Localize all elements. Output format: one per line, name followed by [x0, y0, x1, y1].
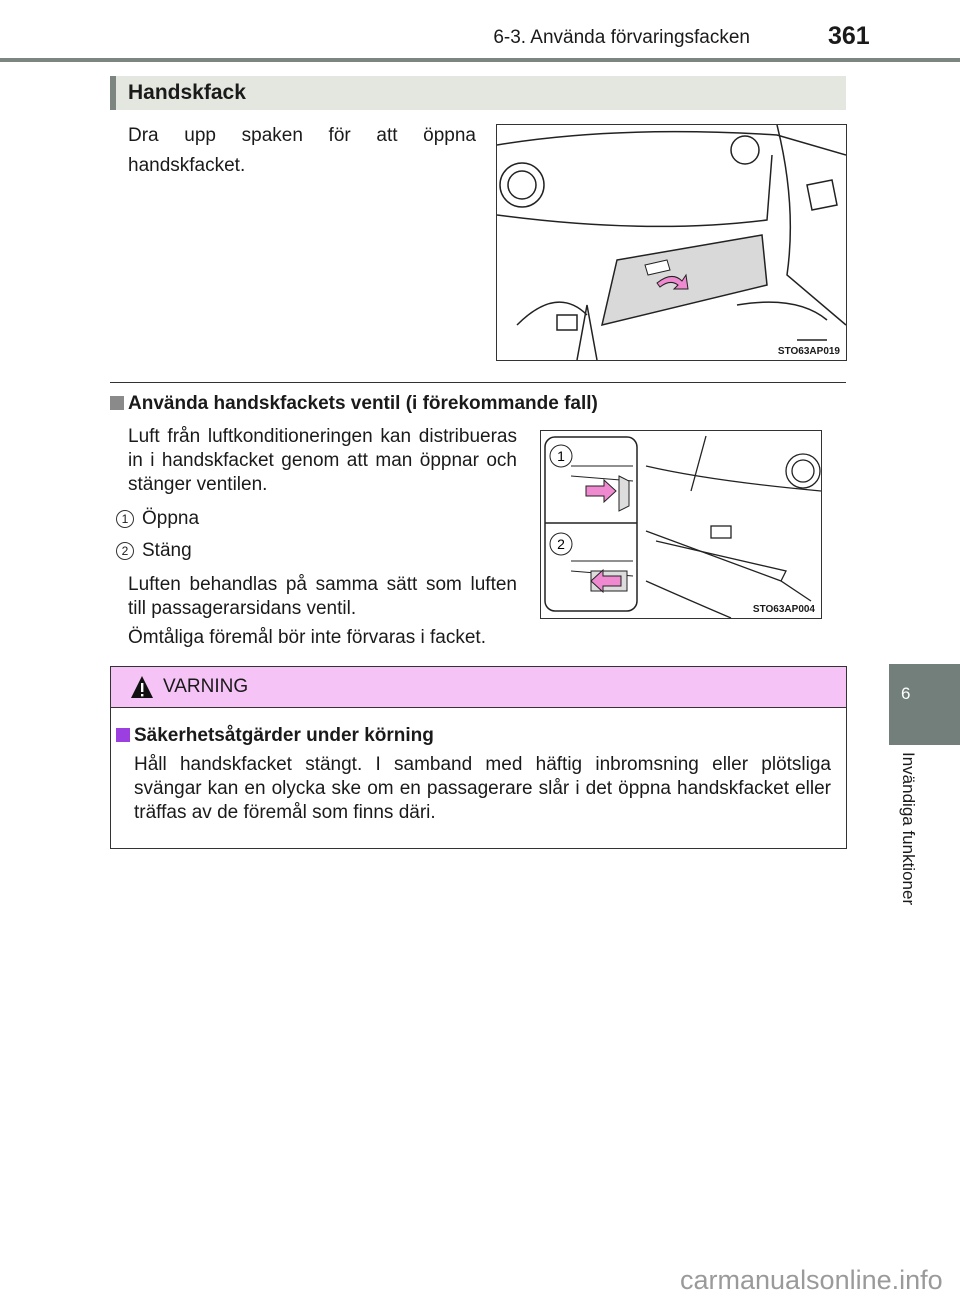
watermark: carmanualsonline.info — [680, 1265, 943, 1295]
vent-paragraph: Luft från luftkonditioneringen kan distribueras in i handskfacket genom att man öppnar och stänger ventilen. — [128, 426, 517, 495]
section-title: Handskfack — [128, 81, 246, 104]
list-item-label: Stäng — [142, 540, 192, 561]
square-bullet-icon — [110, 396, 124, 410]
subsection-title: Använda handskfackets ventil (i förekommande fall) — [128, 393, 598, 414]
glovebox-illustration — [497, 125, 846, 360]
warning-title: VARNING — [163, 676, 249, 697]
vent-paragraph-2: Luften behandlas på samma sätt som luften till passagerarsidans ventil. — [128, 574, 517, 619]
square-bullet-icon — [116, 728, 130, 742]
chapter-tab[interactable] — [889, 664, 960, 745]
intro-text: Dra upp spaken för att öppna handskfacket. — [128, 125, 476, 176]
divider — [110, 382, 846, 383]
warning-heading — [116, 725, 434, 747]
list-item-label: Öppna — [142, 508, 200, 529]
section-heading — [110, 76, 846, 110]
chapter-label: Invändiga funktioner — [899, 752, 918, 906]
header-rule — [0, 58, 960, 62]
vent-illustration — [541, 431, 821, 618]
warning-triangle-icon — [130, 675, 154, 699]
subsection-heading — [110, 393, 598, 415]
page-number: 361 — [828, 22, 870, 50]
figure-code: STO63AP004 — [752, 604, 815, 615]
warning-box — [110, 666, 847, 849]
number-badge: 1 — [116, 510, 134, 528]
vent-paragraph-3: Ömtåliga föremål bör inte förvaras i facket. — [128, 627, 486, 648]
vent-figure — [540, 430, 822, 619]
number-badge: 2 — [116, 542, 134, 560]
warning-text: Håll handskfacket stängt. I samband med häftig inbromsning eller plötsliga svängar kan en olycka ske om en passagerare slår i det öppna handskfacket eller träffas av de föremål som finns däri. — [134, 754, 831, 823]
figure-code: STO63AP019 — [777, 346, 840, 357]
callout-1: 1 — [557, 448, 565, 464]
chapter-number: 6 — [901, 684, 911, 703]
header-section-title: 6-3. Använda förvaringsfacken — [493, 27, 750, 48]
callout-2: 2 — [557, 536, 565, 552]
list-item — [116, 507, 199, 531]
glovebox-figure — [496, 124, 847, 361]
warning-heading-text: Säkerhetsåtgärder under körning — [134, 725, 434, 746]
list-item — [116, 539, 192, 563]
warning-header — [111, 667, 846, 708]
